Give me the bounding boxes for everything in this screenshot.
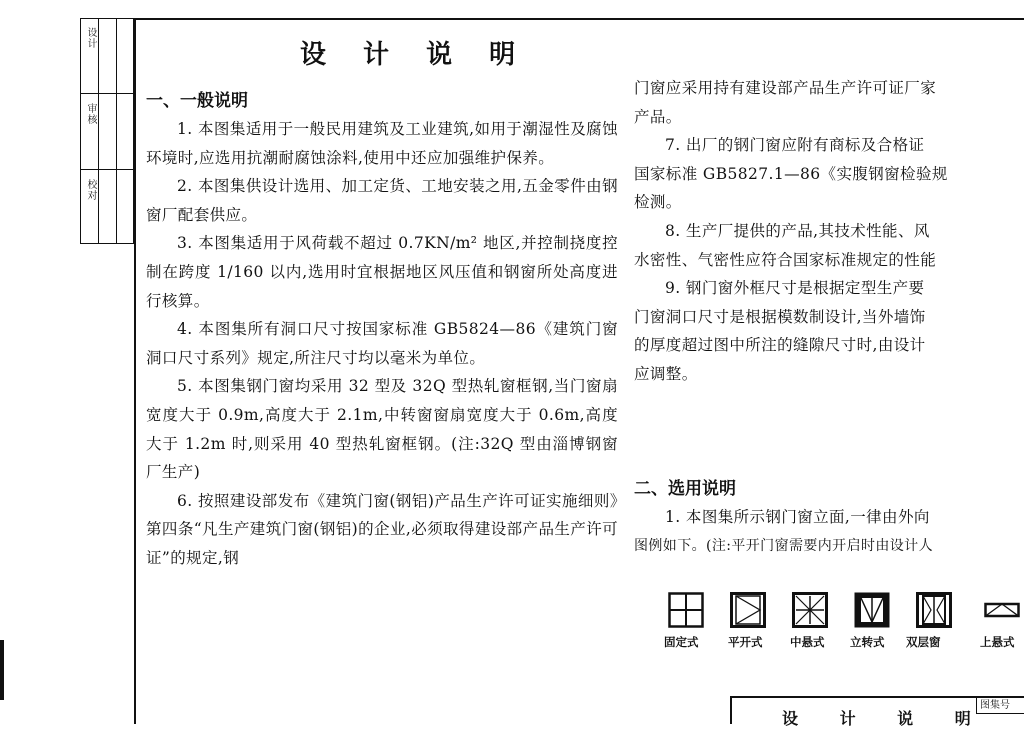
paragraph-2: 2. 本图集供设计选用、加工定货、工地安装之用,五金零件由钢窗厂配套供应。 bbox=[146, 177, 618, 224]
paragraph-7-line-2: 国家标准 GB5827.1—86《实腹钢窗检验规 bbox=[634, 164, 948, 183]
paragraph-9-line-4: 应调整。 bbox=[634, 364, 698, 383]
paragraph-7-line-3: 检测。 bbox=[634, 193, 682, 212]
vertical-pivot-window-label: 立转式 bbox=[850, 635, 885, 649]
drawing-title-block bbox=[730, 696, 1024, 728]
paragraph-7-line-1: 7. 出厂的钢门窗应附有商标及合格证 bbox=[665, 136, 925, 155]
atlas-number-cell: 图集号 bbox=[976, 698, 1024, 714]
section-selection bbox=[634, 474, 1024, 560]
vertical-pivot-window-icon bbox=[854, 592, 890, 628]
edge-mark bbox=[0, 640, 4, 700]
paragraph-1: 1. 本图集适用于一般民用建筑及工业建筑,如用于潮湿性及腐蚀环境时,应选用抗潮耐腐蚀涂料,使用中还应加强维护保养。 bbox=[146, 120, 618, 167]
top-hung-window-icon bbox=[984, 592, 1020, 628]
paragraph-4: 4. 本图集所有洞口尺寸按国家标准 GB5824—86《建筑门窗洞口尺寸系列》规定,所注尺寸均以毫米为单位。 bbox=[146, 320, 618, 367]
frame-border-left bbox=[134, 18, 136, 724]
double-casement-window-label: 双层窗 bbox=[906, 635, 941, 649]
stamp-label-3: 校对 bbox=[85, 179, 96, 201]
center-pivot-window-label: 中悬式 bbox=[790, 635, 825, 649]
stamp-label-1: 设计 bbox=[85, 27, 96, 49]
stamp-label-2: 审核 bbox=[85, 103, 96, 125]
frame-border-top bbox=[134, 18, 1024, 20]
paragraph-6: 6. 按照建设部发布《建筑门窗(钢铝)产品生产许可证实施细则》第四条“凡生产建筑门窗(钢铝)的企业,必须取得建设部产品生产许可证”的规定,钢 bbox=[146, 491, 618, 567]
paragraph-8-line-1: 8. 生产厂提供的产品,其技术性能、风 bbox=[665, 221, 930, 240]
top-hung-window-label: 上悬式 bbox=[980, 635, 1015, 649]
window-type-legend bbox=[664, 592, 1024, 649]
center-pivot-window-icon bbox=[792, 592, 828, 628]
paragraph-9-line-3: 的厚度超过图中所注的缝隙尺寸时,由设计 bbox=[634, 336, 926, 355]
casement-window-label: 平开式 bbox=[728, 635, 763, 649]
paragraph-5: 5. 本图集钢门窗均采用 32 型及 32Q 型热轧窗框钢,当门窗扇宽度大于 0.9m,高度大于 2.1m,中转窗窗扇宽度大于 0.6m,高度大于 1.2m 时,则采用 40 型热轧窗框钢。(注:32Q 型由淄博钢窗厂生产) bbox=[146, 377, 618, 482]
column-left bbox=[146, 86, 618, 573]
paragraph-8-line-2: 水密性、气密性应符合国家标准规定的性能 bbox=[634, 250, 937, 269]
paragraph-3: 3. 本图集适用于风荷载不超过 0.7KN/m² 地区,并控制挠度控制在跨度 1/160 以内,选用时宜根据地区风压值和钢窗所处高度进行核算。 bbox=[146, 234, 618, 310]
paragraph-6-continued-line-1: 门窗应采用持有建设部产品生产许可证厂家 bbox=[634, 79, 937, 97]
approval-stamp bbox=[80, 18, 134, 244]
casement-window-icon bbox=[730, 592, 766, 628]
column-right bbox=[634, 74, 1024, 389]
section-heading-selection: 二、选用说明 bbox=[634, 479, 736, 499]
paragraph-9-line-2: 门窗洞口尺寸是根据模数制设计,当外墙饰 bbox=[634, 307, 926, 326]
title-block-title: 设 计 说 明 bbox=[782, 709, 989, 728]
page-title: 设 计 说 明 bbox=[300, 40, 530, 70]
paragraph-9-line-1: 9. 钢门窗外框尺寸是根据定型生产要 bbox=[665, 279, 925, 298]
fixed-window-icon bbox=[668, 592, 704, 628]
double-casement-window-icon bbox=[916, 592, 952, 628]
paragraph-6-continued-line-2: 产品。 bbox=[634, 107, 682, 126]
selection-line-2: 图例如下。(注:平开门窗需要内开启时由设计人 bbox=[634, 537, 933, 554]
selection-line-1: 1. 本图集所示钢门窗立面,一律由外向 bbox=[665, 508, 930, 526]
fixed-window-label: 固定式 bbox=[664, 635, 699, 649]
section-heading-general: 一、一般说明 bbox=[146, 91, 248, 111]
